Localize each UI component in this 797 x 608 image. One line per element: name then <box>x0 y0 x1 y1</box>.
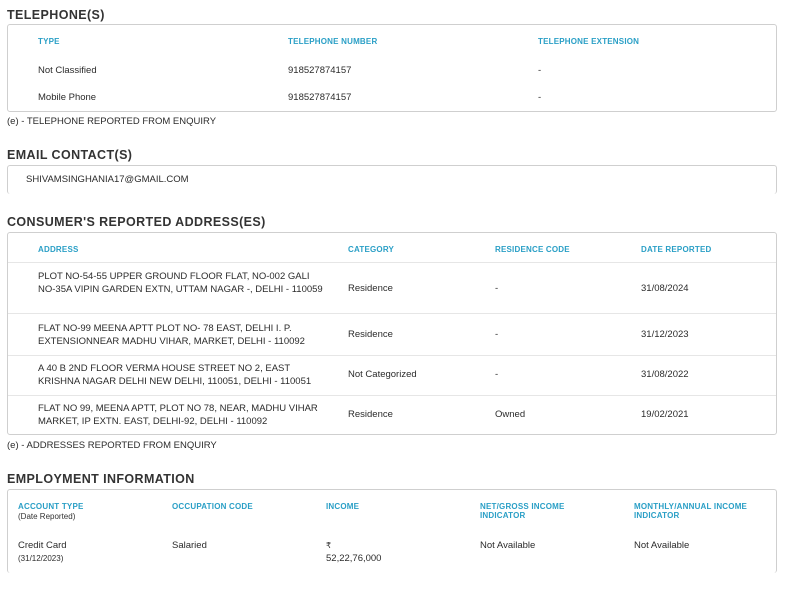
employment-header-income: INCOME <box>326 502 360 511</box>
address-header-divider <box>8 262 776 263</box>
address-row-1-category: Residence <box>348 283 393 294</box>
employment-account-type: Credit Card <box>18 540 67 551</box>
address-row-1-address: PLOT NO-54-55 UPPER GROUND FLOOR FLAT, NO-002 GALI NO-35A VIPIN GARDEN EXTN, UTTAM NAGAR -, DELHI - 110059 <box>38 271 323 295</box>
address-row-divider <box>8 313 776 314</box>
address-row-4-date: 19/02/2021 <box>641 409 689 420</box>
telephone-section-title: TELEPHONE(S) <box>7 8 105 22</box>
address-row-2-date: 31/12/2023 <box>641 329 689 340</box>
employment-income-currency: ₹ <box>326 541 332 550</box>
address-section-title: CONSUMER'S REPORTED ADDRESS(ES) <box>7 215 266 229</box>
telephone-row-2-type: Mobile Phone <box>38 92 97 103</box>
telephone-row-1-number: 918527874157 <box>288 65 352 76</box>
address-row-divider <box>8 355 776 356</box>
telephone-row-1-extension: - <box>538 65 542 76</box>
address-row-3-address: A 40 B 2ND FLOOR VERMA HOUSE STREET NO 2, EAST KRISHNA NAGAR DELHI NEW DELHI, 110051, DELHI - 110051 <box>38 363 312 387</box>
employment-header-net-gross: NET/GROSS INCOME INDICATOR <box>480 502 565 520</box>
employment-section-title: EMPLOYMENT INFORMATION <box>7 472 195 486</box>
employment-net-gross: Not Available <box>480 540 536 551</box>
address-row-2-code: - <box>495 329 499 340</box>
email-section-title: EMAIL CONTACT(S) <box>7 148 133 162</box>
address-header-date-reported: DATE REPORTED <box>641 245 712 254</box>
employment-table <box>7 489 777 573</box>
address-row-1-code: - <box>495 283 499 294</box>
telephone-row-2-extension: - <box>538 92 542 103</box>
address-row-4-code: Owned <box>495 409 526 420</box>
address-header-residence-code: RESIDENCE CODE <box>495 245 570 254</box>
address-row-4-address: FLAT NO 99, MEENA APTT, PLOT NO 78, NEAR, MADHU VIHAR MARKET, IP EXTN. EAST, DELHI-92, DELHI - 110092 <box>38 403 318 427</box>
address-row-2-category: Residence <box>348 329 393 340</box>
address-header-address: ADDRESS <box>38 245 79 254</box>
employment-monthly-annual: Not Available <box>634 540 690 551</box>
employment-header-monthly-annual: MONTHLY/ANNUAL INCOME INDICATOR <box>634 502 748 520</box>
employment-income: 52,22,76,000 <box>326 553 382 564</box>
telephone-header-type: TYPE <box>38 37 60 46</box>
telephone-note: (e) - TELEPHONE REPORTED FROM ENQUIRY <box>7 116 217 127</box>
address-table <box>7 232 777 435</box>
telephone-row-2-number: 918527874157 <box>288 92 352 103</box>
telephone-table <box>7 24 777 112</box>
address-note: (e) - ADDRESSES REPORTED FROM ENQUIRY <box>7 440 217 451</box>
employment-date-reported: (31/12/2023) <box>18 554 64 563</box>
address-row-3-date: 31/08/2022 <box>641 369 689 380</box>
telephone-header-number: TELEPHONE NUMBER <box>288 37 378 46</box>
telephone-header-extension: TELEPHONE EXTENSION <box>538 37 640 46</box>
email-value: SHIVAMSINGHANIA17@GMAIL.COM <box>26 174 189 185</box>
email-box <box>7 165 777 194</box>
telephone-row-1-type: Not Classified <box>38 65 97 76</box>
address-row-1-date: 31/08/2024 <box>641 283 689 294</box>
employment-header-account-type-label: ACCOUNT TYPE <box>18 502 84 511</box>
address-header-category: CATEGORY <box>348 245 395 254</box>
employment-header-account-type <box>18 502 84 521</box>
employment-header-occupation: OCCUPATION CODE <box>172 502 253 511</box>
employment-header-date-reported: (Date Reported) <box>18 512 76 521</box>
address-row-3-code: - <box>495 369 499 380</box>
employment-occupation: Salaried <box>172 540 207 551</box>
address-row-divider <box>8 395 776 396</box>
address-row-2-address: FLAT NO-99 MEENA APTT PLOT NO- 78 EAST, DELHI I. P. EXTENSIONNEAR MADHU VIHAR, MARKET, DELHI - 110092 <box>38 323 305 347</box>
address-row-3-category: Not Categorized <box>348 369 417 380</box>
address-row-4-category: Residence <box>348 409 393 420</box>
